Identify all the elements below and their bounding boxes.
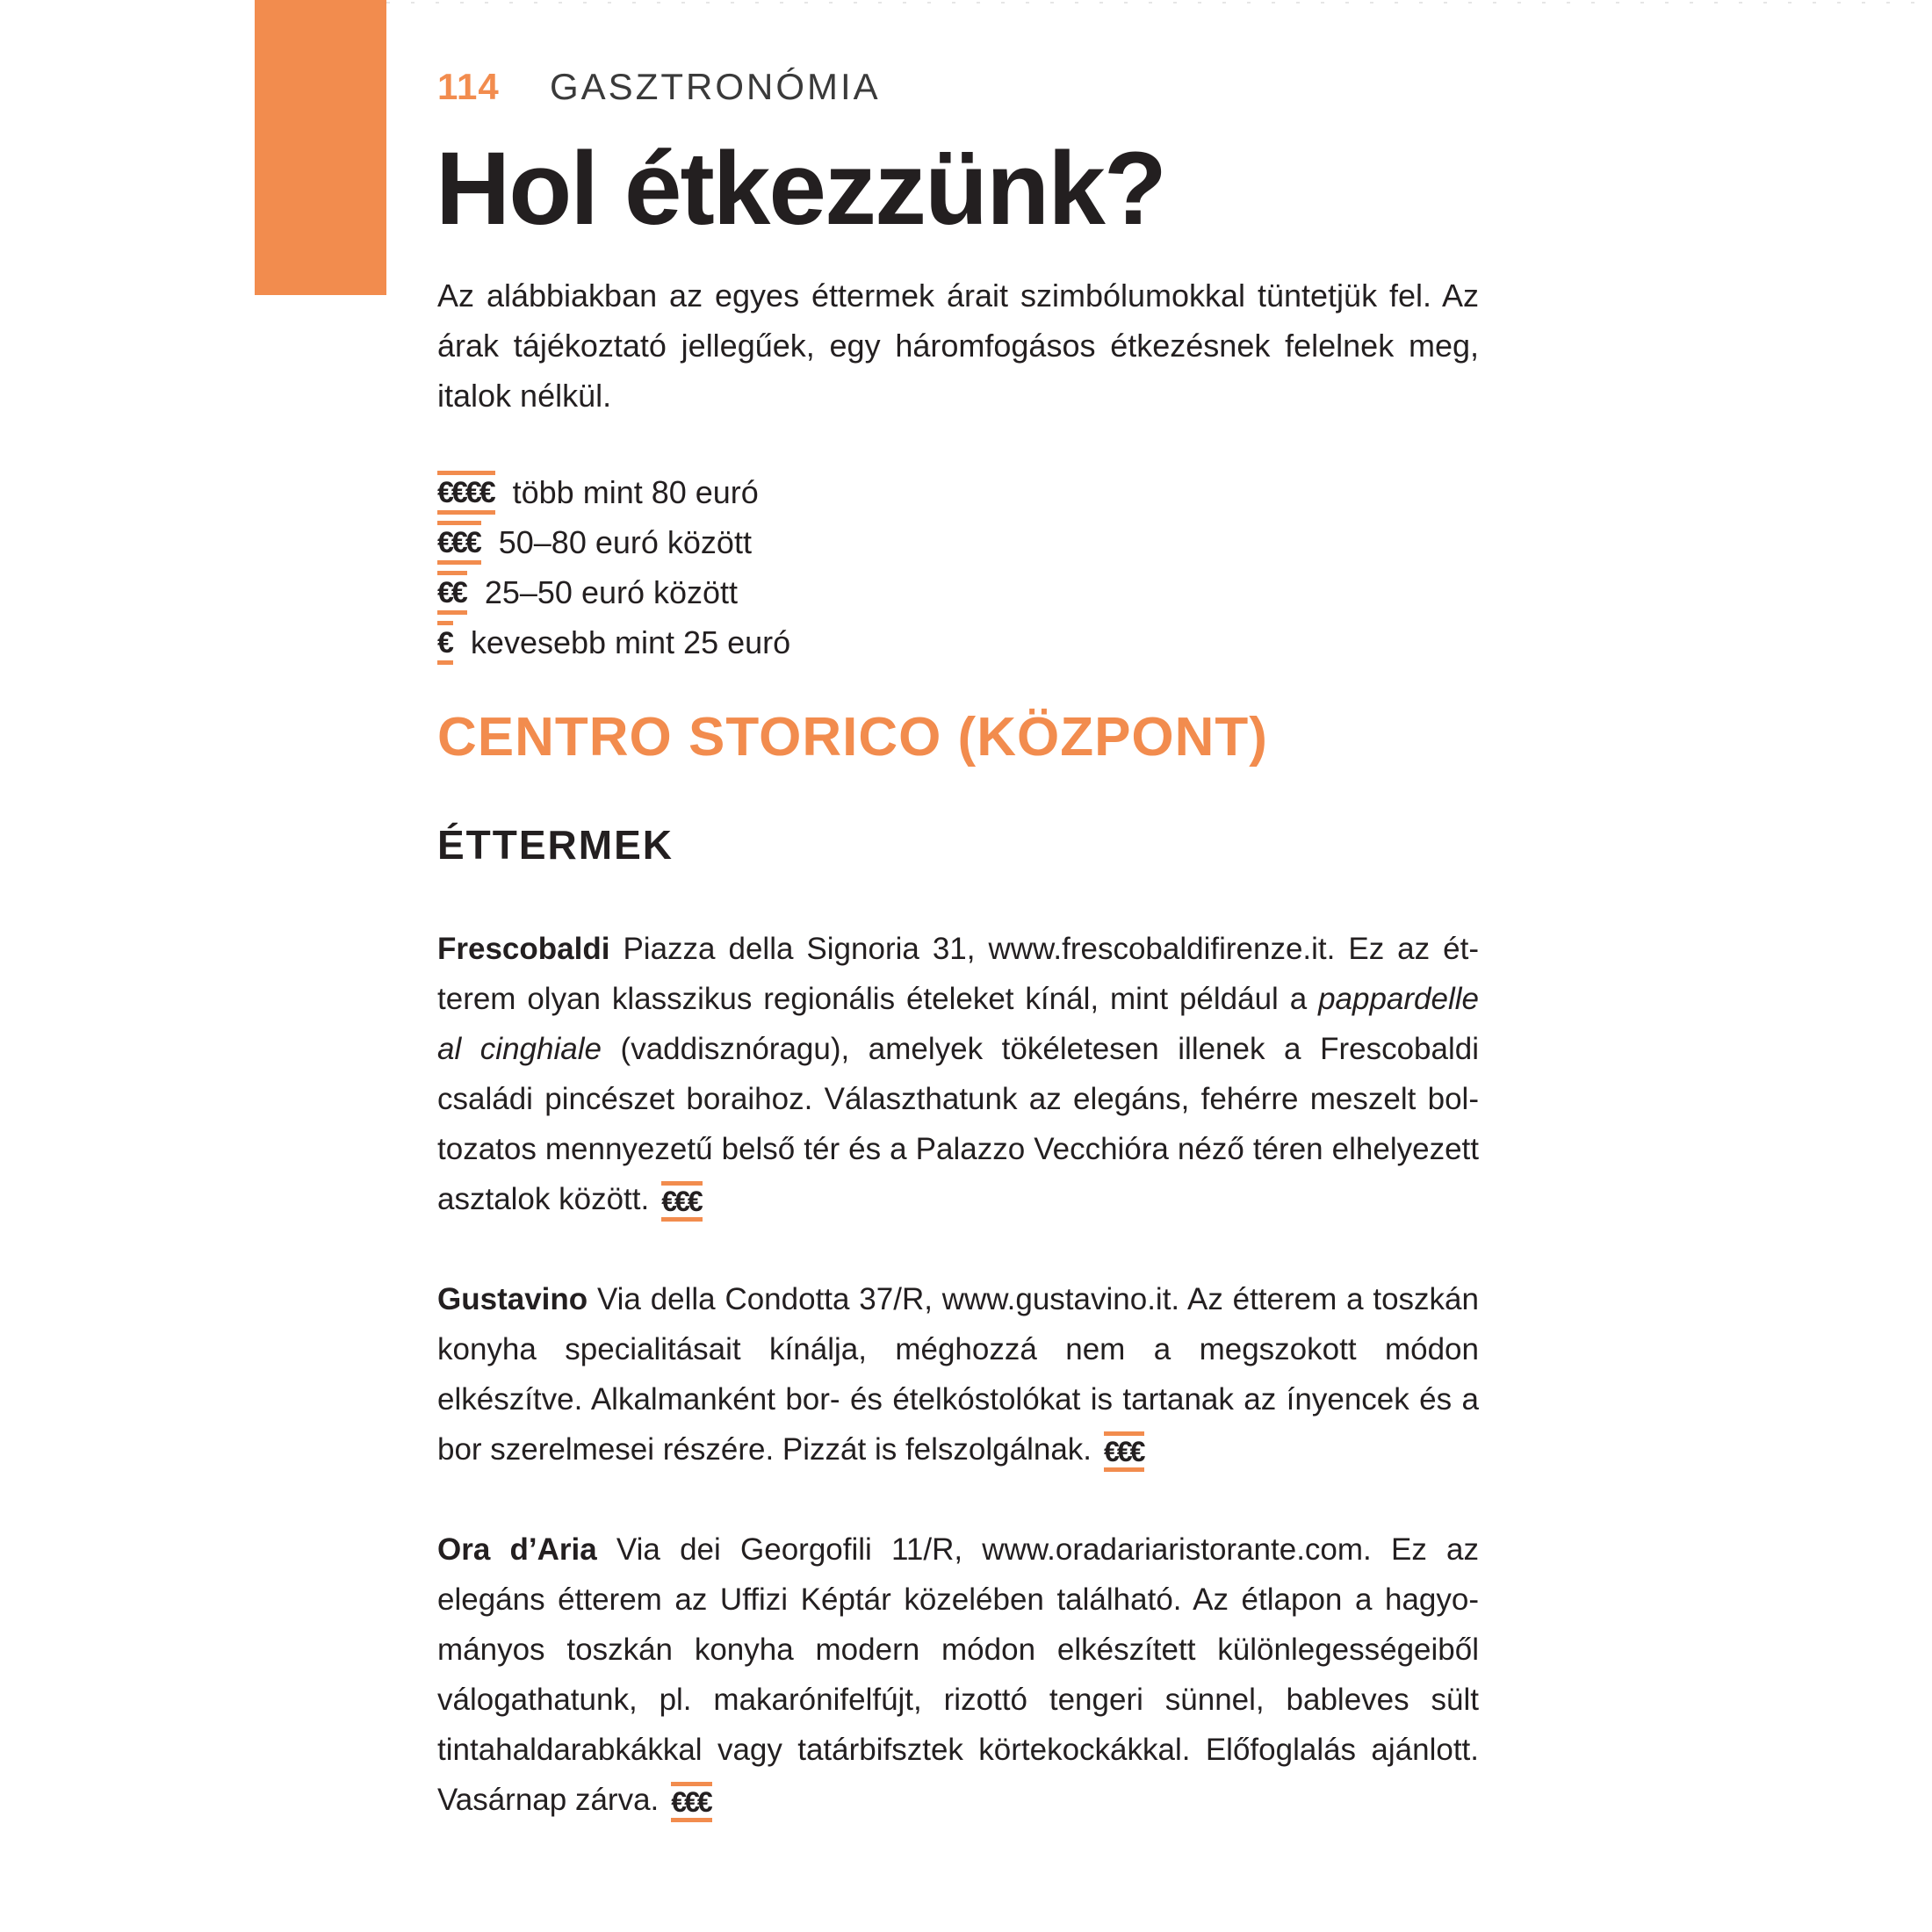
restaurant-text: Via dei Georgofili 11/R, www.oradariaristorante.com. Ez az elegáns étterem az Uffizi Képtár közelében található. Az étlapon a hagyományos toszkán konyha modern módon elkészített különlegességeiből válogathatunk, pl. makarónifelfújt, rizottó tengeri sünnel, bableves sült tintahaldarabkákkal vagy tatárbifsztek körtekockákkal. Előfoglalás ajánlott. Vasárnap zárva. <box>437 1532 1479 1817</box>
restaurant-entry <box>437 924 1479 1224</box>
restaurant-text: (vaddisznóragu), amelyek tökéletesen illenek a Frescobaldi családi pincészet boraihoz. Választhatunk az elegáns, fehérre meszelt boltozatos mennyezetű belső tér és a Palazzo Vecchióra néző téren elhelyezett asztalok között. <box>437 1032 1479 1216</box>
price-description: 25–50 euró között <box>484 573 739 610</box>
price-description: több mint 80 euró <box>512 473 759 510</box>
running-head-section: GASZTRONÓMIA <box>550 66 881 107</box>
price-symbol: €€€ <box>661 1181 702 1222</box>
price-description: kevesebb mint 25 euró <box>470 624 791 660</box>
price-symbol: €€€€ <box>437 471 495 515</box>
page-title: Hol étkezzünk? <box>436 131 1165 247</box>
price-legend-row <box>437 517 790 567</box>
running-head <box>437 65 881 109</box>
price-symbol: € <box>437 621 453 665</box>
restaurant-list <box>437 924 1479 1875</box>
restaurant-dish-italic: pappardelle al cinghiale <box>437 982 1479 1066</box>
restaurant-name: Frescobaldi <box>437 932 610 966</box>
restaurant-text: Piazza della Signoria 31, www.frescobaldifirenze.it. Ez az étterem olyan klasszikus regionális ételeket kínál, mint például a <box>437 932 1479 1016</box>
page-number: 114 <box>437 66 500 107</box>
restaurant-text: Via della Condotta 37/R, www.gustavino.it. Az étterem a toszkán konyha specialitásait kínálja, méghozzá nem a megszokott módon elkészítve. Alkalmanként bor- és ételkóstolókat is tartanak az ínyencek és a bor szerelmesei részére. Pizzát is felszolgálnak. <box>437 1282 1479 1467</box>
price-symbol: €€€ <box>671 1782 711 1822</box>
price-legend-row <box>437 467 790 517</box>
restaurant-entry <box>437 1525 1479 1825</box>
restaurant-name: Gustavino <box>437 1282 588 1316</box>
price-symbol: €€€ <box>1104 1431 1144 1472</box>
price-legend-row <box>437 617 790 667</box>
section-heading: CENTRO STORICO (KÖZPONT) <box>437 707 1268 768</box>
intro-paragraph: Az alábbiakban az egyes éttermek árait szimbólumokkal tüntetjük fel. Az árak tájékoztató jellegűek, egy háromfogásos étkezésnek felelnek meg, italok nélkül. <box>437 278 1479 414</box>
chapter-tab-block <box>255 0 386 295</box>
price-symbol: €€€ <box>437 521 481 565</box>
sub-heading: ÉTTERMEK <box>437 822 674 868</box>
price-legend-row <box>437 567 790 617</box>
price-description: 50–80 euró között <box>498 523 752 560</box>
price-symbol: €€ <box>437 571 467 615</box>
restaurant-entry <box>437 1274 1479 1474</box>
price-legend <box>437 467 790 667</box>
restaurant-name: Ora d’Aria <box>437 1532 597 1567</box>
top-edge-dots <box>386 2 1932 4</box>
